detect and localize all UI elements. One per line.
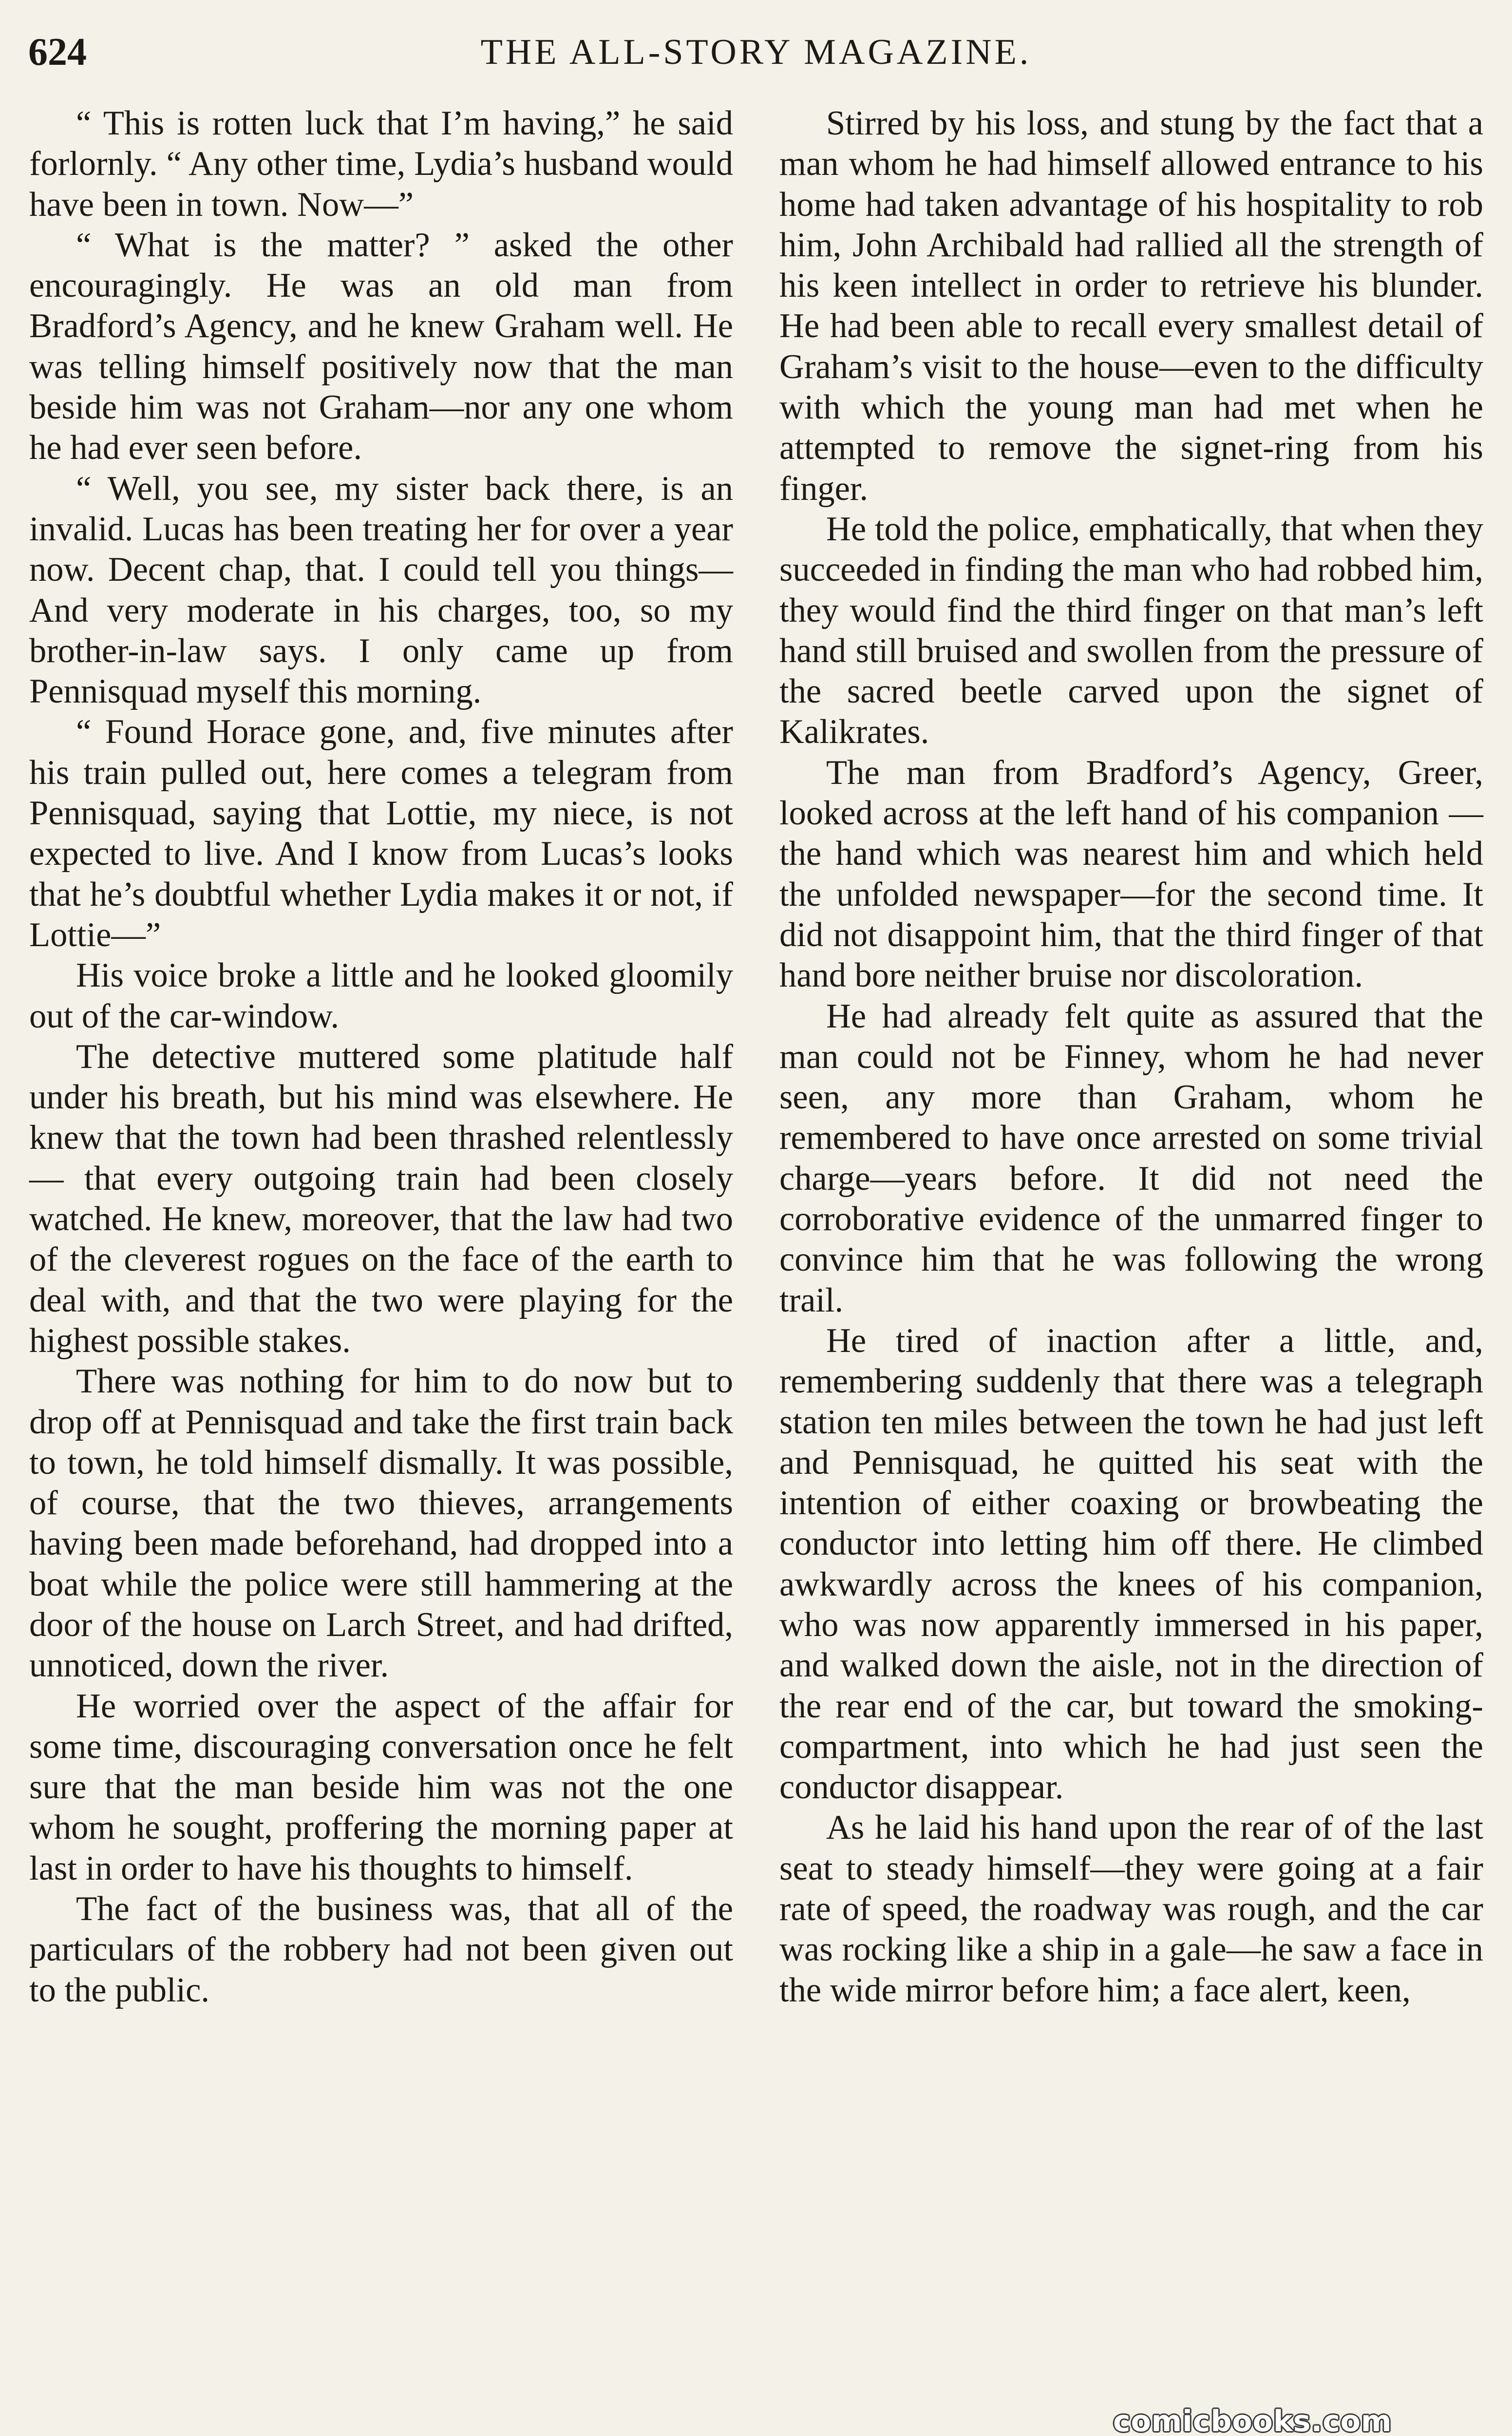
paragraph: As he laid his hand upon the rear of of the last seat to steady himself—they were going at a fair rate of speed, the roadway was rough, and the car was rocking like a ship in a gale—he saw a face in the wide mirror before him; a face alert, keen, — [779, 1808, 1483, 2009]
page-number: 624 — [28, 31, 87, 74]
paragraph: His voice broke a little and he looked gloomily out of the car-window. — [29, 956, 733, 1035]
page-header — [28, 25, 1484, 79]
paragraph: The man from Bradford’s Agency, Greer, looked across at the left hand of his companion — the hand which was nearest him and which held the unfolded newspaper—for the second time. It did not disappoint him, that the third finger of that hand bore neither bruise nor discoloration. — [779, 753, 1483, 995]
right-column — [779, 103, 1483, 2011]
paragraph: “ Well, you see, my sister back there, is an invalid. Lucas has been treating her for over a year now. Decent chap, that. I could tell you things— And very moderate in his charges, too, so my brother-in-law says. I only came up from Pennisquad myself this morning. — [29, 469, 733, 711]
site-watermark: comicbooks.com — [1113, 2404, 1392, 2436]
paragraph: “ What is the matter? ” asked the other encouragingly. He was an old man from Bradford’s Agency, and he knew Graham well. He was telling himself positively now that the man beside him was not Graham—nor any one whom he had ever seen before. — [29, 226, 733, 467]
paragraph: He tired of inaction after a little, and, remembering suddenly that there was a telegraph station ten miles between the town he had just left and Pennisquad, he quitted his seat with the intention of either coaxing or browbeating the conductor into letting him off there. He climbed awkwardly across the knees of his companion, who was now apparently immersed in his paper, and walked down the aisle, not in the direction of the rear end of the car, but toward the smoking-compartment, into which he had just seen the conductor disappear. — [779, 1321, 1483, 1807]
paragraph: “ This is rotten luck that I’m having,” he said forlornly. “ Any other time, Lydia’s husband would have been in town. Now—” — [29, 104, 733, 224]
paragraph: Stirred by his loss, and stung by the fact that a man whom he had himself allowed entrance to his home had taken advantage of his hospitality to rob him, John Archibald had rallied all the strength of his keen intellect in order to retrieve his blunder. He had been able to recall every smallest detail of Graham’s visit to the house—even to the difficulty with which the young man had met when he attempted to remove the signet-ring from his finger. — [779, 104, 1483, 508]
paragraph: The detective muttered some platitude half under his breath, but his mind was elsewhere. He knew that the town had been thrashed relentlessly — that every outgoing train had been closely watched. He knew, moreover, that the law had two of the cleverest rogues on the face of the earth to deal with, and that the two were playing for the highest possible stakes. — [29, 1037, 733, 1360]
left-column — [29, 103, 733, 2011]
paragraph: He told the police, emphatically, that when they succeeded in finding the man who had robbed him, they would find the third finger on that man’s left hand still bruised and swollen from the pressure of the sacred beetle carved upon the signet of Kalikrates. — [779, 510, 1483, 751]
paragraph: “ Found Horace gone, and, five minutes after his train pulled out, here comes a telegram from Pennisquad, saying that Lottie, my niece, is not expected to live. And I know from Lucas’s looks that he’s doubtful whether Lydia makes it or not, if Lottie—” — [29, 713, 733, 954]
paragraph: The fact of the business was, that all of the particulars of the robbery had not been given out to the public. — [29, 1890, 733, 2009]
paragraph: He had already felt quite as assured that the man could not be Finney, whom he had never seen, any more than Graham, whom he remembered to have once arrested on some trivial charge—years before. It did not need the corroborative evidence of the unmarred finger to convince him that he was following the wrong trail. — [779, 997, 1483, 1319]
running-head: THE ALL-STORY MAGAZINE. — [480, 32, 1032, 72]
paragraph: He worried over the aspect of the affair for some time, discouraging conversation once he felt sure that the man beside him was not the one whom he sought, proffering the morning paper at last in order to have his thoughts to himself. — [29, 1687, 733, 1887]
paragraph: There was nothing for him to do now but to drop off at Pennisquad and take the first train back to town, he told himself dismally. It was possible, of course, that the two thieves, arrangements having been made beforehand, had dropped into a boat while the police were still hammering at the door of the house on Larch Street, and had drifted, unnoticed, down the river. — [29, 1362, 733, 1685]
